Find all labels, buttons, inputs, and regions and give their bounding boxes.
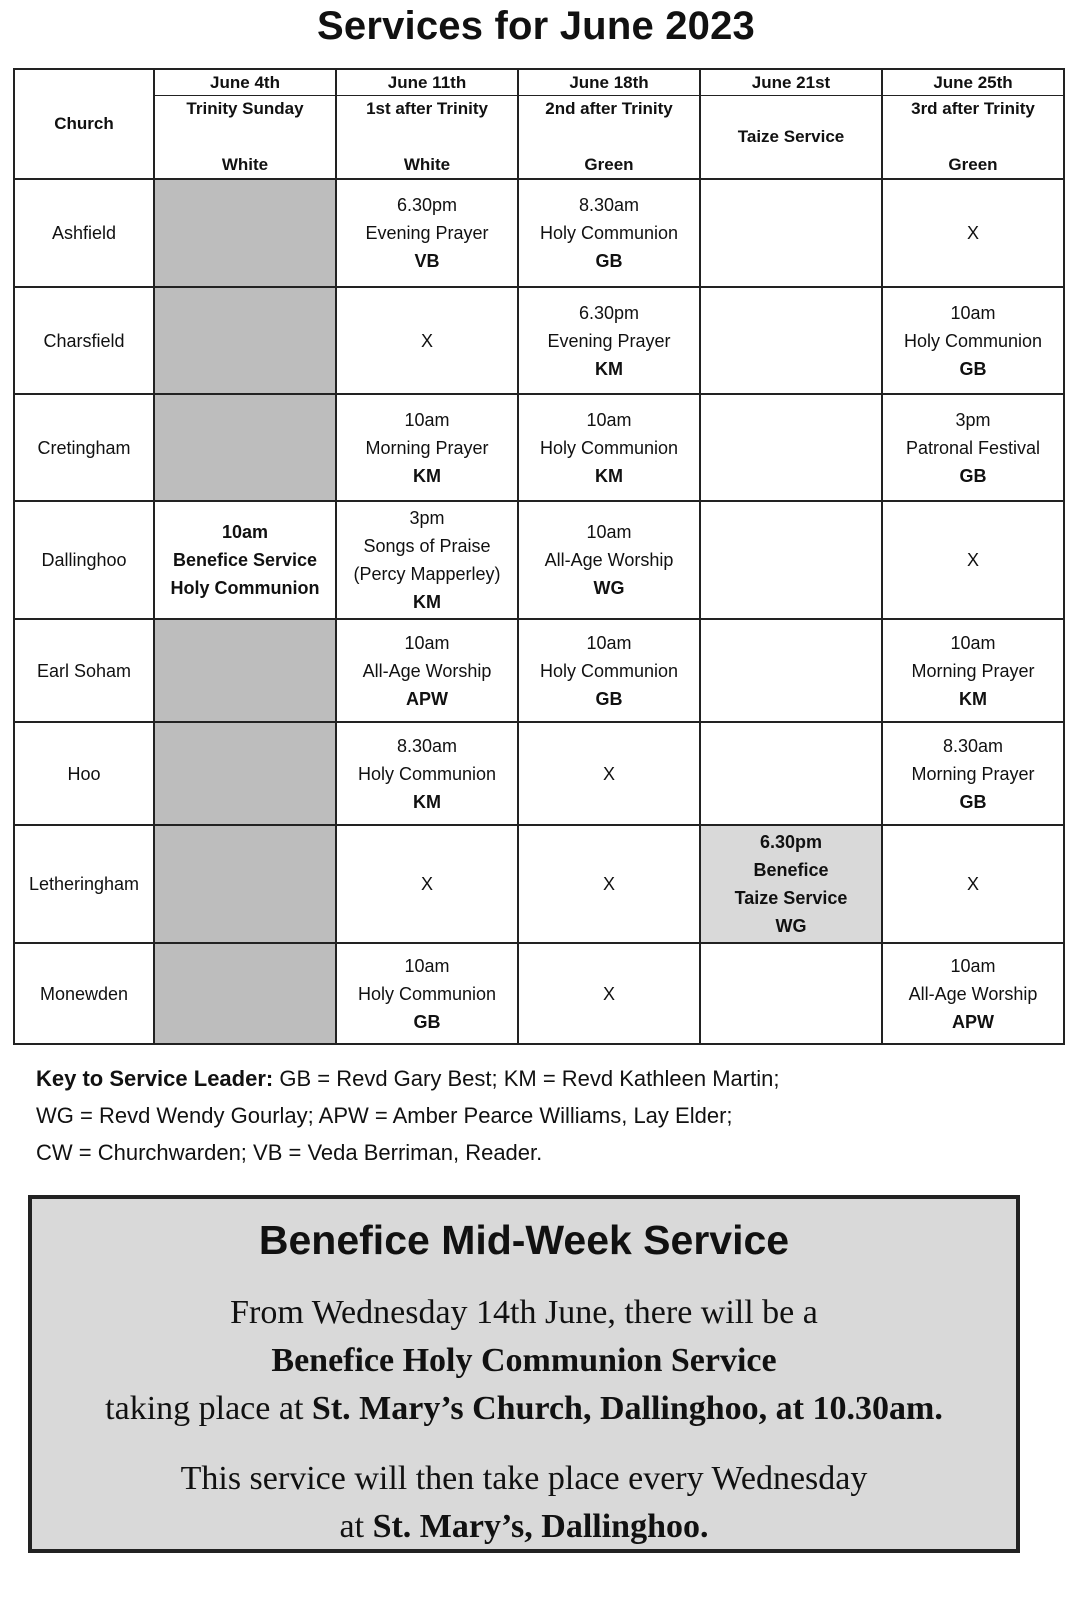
service-name: Holy Communion [357,983,497,1004]
table-row [14,179,1064,287]
service-cell [518,825,700,943]
service-cell [154,501,336,619]
service-cell [882,722,1064,825]
service-cell [882,943,1064,1044]
service-cell [336,619,518,722]
service-time: 3pm [409,508,445,528]
service-time: 8.30am [578,195,640,215]
service-note: (Percy Mapperley) [353,564,501,584]
liturgical-colour: White [403,155,451,174]
column-date: June 18th [518,69,700,96]
service-name: Morning Prayer [911,763,1035,784]
service-name: Holy Communion [357,763,497,784]
service-leader: KM [413,592,441,612]
church-name: Hoo [14,722,154,825]
service-cell [336,722,518,825]
church-name: Dallinghoo [14,501,154,619]
service-cell [700,943,882,1044]
service-cell [336,287,518,394]
service-time: 8.30am [396,735,458,756]
service-name: Patronal Festival [905,437,1041,458]
service-time: 10am [950,302,996,323]
service-cell [336,501,518,619]
service-cell [882,619,1064,722]
service-name: Holy Communion [539,437,679,458]
service-name: Morning Prayer [911,660,1035,681]
notice-text: taking place at [105,1390,312,1427]
service-cell [882,287,1064,394]
service-cell [154,722,336,825]
service-time: 10am [586,522,632,542]
service-cell [882,394,1064,501]
service-cell [518,394,700,501]
service-line: 10am [221,522,269,542]
church-name: Earl Soham [14,619,154,722]
service-cell [700,619,882,722]
service-line: WG [775,916,807,936]
church-column-header: Church [14,69,154,179]
column-date: June 4th [154,69,336,96]
column-occasion: 2nd after Trinity [545,99,673,118]
service-line: Taize Service [734,888,848,908]
service-line: Benefice Service [172,550,318,570]
service-cell [700,179,882,287]
liturgical-colour: Green [584,155,634,174]
no-service-mark: X [602,983,615,1004]
service-name: Evening Prayer [547,330,671,351]
service-cell [882,179,1064,287]
service-line: Benefice [753,860,829,880]
notice-line: From Wednesday 14th June, there will be a [230,1294,818,1331]
column-occasion-cell [518,96,700,180]
service-time: 10am [404,632,450,653]
table-row [14,722,1064,825]
service-cell [700,825,882,943]
church-name: Monewden [14,943,154,1044]
column-date: June 21st [700,69,882,96]
service-cell [154,943,336,1044]
header-date-row [14,69,1064,96]
notice-line: Benefice Holy Communion Service [271,1342,777,1379]
notice-location: St. Mary’s Church, Dallinghoo, at 10.30am. [311,1390,943,1427]
no-service-mark: X [420,874,433,894]
notice-location: St. Mary’s, Dallinghoo. [372,1508,709,1545]
service-leader: KM [413,791,441,812]
service-name: All-Age Worship [908,983,1038,1004]
table-row [14,501,1064,619]
table-row [14,825,1064,943]
service-cell [336,825,518,943]
service-name: All-Age Worship [362,660,492,681]
service-time: 10am [586,632,632,653]
liturgical-colour: Green [948,155,998,174]
service-leader: GB [959,465,987,486]
service-cell [700,394,882,501]
page-title: Services for June 2023 [317,4,755,48]
service-line: Holy Communion [170,578,320,598]
table-row [14,287,1064,394]
service-leader: KM [595,465,623,486]
notice-line [32,1503,1016,1551]
service-name: Morning Prayer [365,437,489,458]
key-line [36,1060,1036,1097]
church-name: Cretingham [14,394,154,501]
no-service-mark: X [602,763,615,784]
service-leader: APW [952,1011,994,1032]
notice-line: This service will then take place every Wednesday [180,1460,868,1497]
key-text: GB = Revd Gary Best; KM = Revd Kathleen Martin; [273,1066,780,1091]
service-leader: KM [595,358,623,379]
table-row [14,943,1064,1044]
service-cell [700,501,882,619]
no-service-mark: X [966,223,979,243]
service-cell [518,722,700,825]
service-time: 3pm [955,409,991,430]
key-line: WG = Revd Wendy Gourlay; APW = Amber Pearce Williams, Lay Elder; [36,1103,733,1128]
column-occasion-cell [336,96,518,180]
service-leader: GB [595,251,623,271]
service-line: 6.30pm [759,832,823,852]
column-occasion-cell [154,96,336,180]
service-cell [154,394,336,501]
service-name: Songs of Praise [363,536,491,556]
service-cell [518,179,700,287]
notice-paragraph [32,1455,1016,1551]
service-cell [154,179,336,287]
service-time: 8.30am [942,735,1004,756]
key-line: CW = Churchwarden; VB = Veda Berriman, Reader. [36,1140,543,1165]
header-occasion-row [14,96,1064,180]
service-leader: APW [406,688,448,709]
service-leader: VB [414,251,440,271]
no-service-mark: X [602,874,615,894]
church-name: Letheringham [14,825,154,943]
service-name: Holy Communion [539,660,679,681]
no-service-mark: X [966,874,979,894]
table-row [14,394,1064,501]
service-cell [518,619,700,722]
column-occasion: 1st after Trinity [366,99,488,118]
leader-key [36,1060,1036,1171]
service-leader: GB [959,791,987,812]
key-label: Key to Service Leader: [36,1066,274,1091]
service-name: Evening Prayer [365,223,489,243]
service-leader: WG [593,578,625,598]
service-cell [336,179,518,287]
service-cell [336,394,518,501]
liturgical-colour: White [221,155,269,174]
column-occasion: Taize Service [737,127,845,146]
column-date: June 25th [882,69,1064,96]
church-name: Charsfield [14,287,154,394]
notice-text: at [339,1508,373,1545]
midweek-notice-box [28,1195,1020,1553]
service-cell [518,943,700,1044]
no-service-mark: X [966,550,979,570]
column-occasion-cell [882,96,1064,180]
notice-heading: Benefice Mid-Week Service [258,1217,790,1263]
services-table [13,68,1065,1045]
column-occasion: Trinity Sunday [186,99,304,118]
service-cell [154,825,336,943]
service-cell [882,825,1064,943]
service-name: All-Age Worship [544,550,674,570]
service-cell [700,722,882,825]
service-leader: KM [413,465,441,486]
service-cell [336,943,518,1044]
church-name: Ashfield [14,179,154,287]
service-name: Holy Communion [903,330,1043,351]
column-occasion: 3rd after Trinity [911,99,1035,118]
column-date: June 11th [336,69,518,96]
notice-line [32,1385,1016,1433]
service-leader: GB [595,688,623,709]
notice-paragraph [32,1289,1016,1433]
service-time: 10am [404,955,450,976]
service-cell [518,287,700,394]
service-leader: KM [959,688,987,709]
service-cell [882,501,1064,619]
service-name: Holy Communion [539,223,679,243]
service-time: 10am [586,409,632,430]
service-time: 6.30pm [578,302,640,323]
service-time: 10am [404,409,450,430]
service-cell [700,287,882,394]
service-leader: GB [413,1011,441,1032]
service-cell [518,501,700,619]
service-time: 10am [950,632,996,653]
no-service-mark: X [420,330,433,351]
service-cell [154,287,336,394]
table-row [14,619,1064,722]
column-occasion-cell [700,96,882,180]
service-time: 10am [950,955,996,976]
service-leader: GB [959,358,987,379]
service-cell [154,619,336,722]
service-time: 6.30pm [396,195,458,215]
services-table-body [14,179,1064,1044]
